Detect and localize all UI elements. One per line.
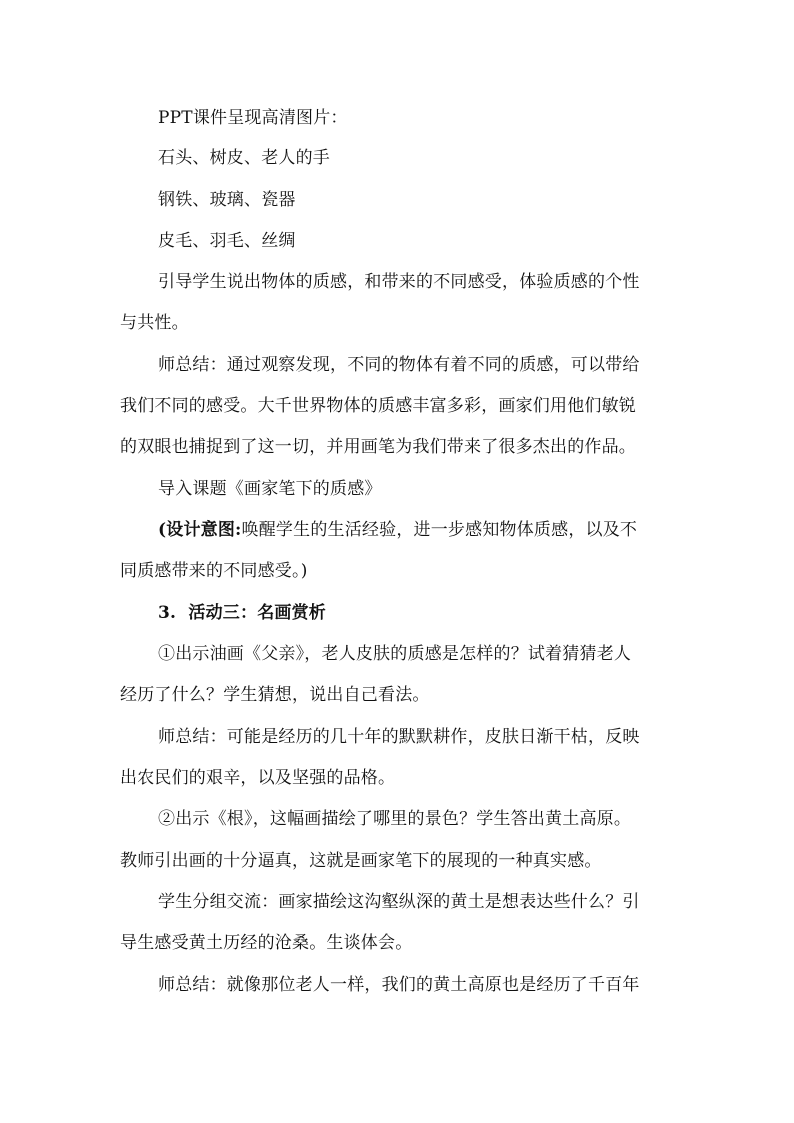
activity3-heading: [158, 601, 326, 625]
summary2-line-2: 出农民们的艰辛，以及坚强的品格。: [120, 768, 396, 788]
design-open-paren: (: [158, 520, 167, 540]
item1-line-1: ①出示油画《父亲》，老人皮肤的质感是怎样的？试着猜猜老人: [158, 644, 632, 664]
design-intent-label: 设计意图:: [166, 520, 242, 540]
summary1-line-1: 师总结：通过观察发现，不同的物体有着不同的质感，可以带给: [158, 355, 640, 375]
summary1-line-2: 我们不同的感受。大千世界物体的质感丰富多彩，画家们用他们敏锐: [120, 396, 636, 416]
material-group-2: 钢铁、玻璃、瓷器: [158, 190, 296, 210]
summary1-line-3: 的双眼也捕捉到了这一切，并用画笔为我们带来了很多杰出的作品。: [120, 437, 636, 457]
guide-line-1: 引导学生说出物体的质感，和带来的不同感受，体验质感的个性: [158, 272, 640, 292]
ppt-line: PPT课件呈现高清图片：: [158, 108, 348, 128]
group-talk-line-1: 学生分组交流：画家描绘这沟壑纵深的黄土是想表达些什么？引: [158, 892, 640, 912]
design-intent-line-1: [158, 518, 637, 542]
activity3-title: 活动三：名画赏析: [188, 603, 327, 623]
guide-line-2: 与共性。: [120, 313, 189, 333]
topic-line: 导入课题《画家笔下的质感》: [158, 479, 382, 499]
teacher-note-line: 教师引出画的十分逼真，这就是画家笔下的展现的一种真实感。: [120, 851, 602, 871]
item1-line-2: 经历了什么？学生猜想，说出自己看法。: [120, 685, 430, 705]
material-group-3: 皮毛、羽毛、丝绸: [158, 231, 296, 251]
summary2-line-1: 师总结：可能是经历的几十年的默默耕作，皮肤日渐干枯，反映: [158, 727, 640, 747]
design-intent-line-2: 同质感带来的不同感受。): [120, 561, 308, 581]
design-intent-text: 唤醒学生的生活经验，进一步感知物体质感，以及不: [241, 520, 638, 540]
summary3-line-1: 师总结：就像那位老人一样，我们的黄土高原也是经历了千百年: [158, 975, 640, 995]
group-talk-line-2: 导生感受黄土历经的沧桑。生谈体会。: [120, 933, 413, 953]
activity3-number: 3.: [158, 603, 177, 623]
item2-line: ②出示《根》，这幅画描绘了哪里的景色？学生答出黄土高原。: [158, 809, 632, 829]
material-group-1: 石头、树皮、老人的手: [158, 148, 330, 168]
